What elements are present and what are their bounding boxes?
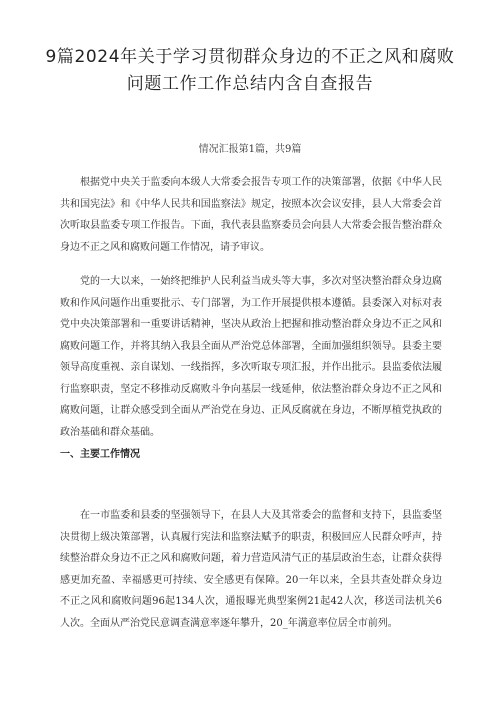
body-paragraph: 在一市监委和县委的坚强领导下，在县人大及其常委会的监督和支持下，县监委坚决贯彻上级决策部署，认真履行宪法和监察法赋予的职责，积极回应人民群众呼声，持续整治群众身边不正之风和腐败问题，着力营造风清气正的基层政治生态，让群众获得感更加充盈、幸福感更可持续、安全感更有保障。20一年以来，全县共查处群众身边不正之风和腐败问题96起134人次，通报曝光典型案例21起42人次，移送司法机关6人次。全面从严治党民意调查满意率逐年攀升，20_年满意率位居全市前列。 bbox=[60, 510, 442, 629]
body-paragraph: 根据党中央关于监委向本级人大常委会报告专项工作的决策部署，依据《中华人民共和国宪法》和《中华人民共和国监察法》规定，按照本次会议安排，县人大常委会首次听取县监委专项工作报告。下面，我代表县监察委员会向县人大常委会报告整治群众身边不正之风和腐败问题工作情况，请予审议。 bbox=[60, 177, 442, 253]
body-paragraph: 党的一大以来，一始终把维护人民利益当成头等大事，多次对坚决整治群众身边腐败和作风问题作出重要批示、专门部署，为工作开展提供根本遵循。县委深入对标对表党中央决策部署和一重要讲话精神，坚决从政治上把握和推动整治群众身边不正之风和腐败问题工作，并将其纳入我县全面从严治党总体部署，全面加强组织领导。县委主要领导高度重视、亲自谋划、一线指挥，多次听取专项汇报，并作出批示。县监委依法履行监察职责，坚定不移推动反腐败斗争向基层一线延伸，依法整治群众身边不正之风和腐败问题，让群众感受到全面从严治党在身边、正风反腐就在身边，不断厚植党执政的政治基础和群众基础。 bbox=[60, 276, 442, 438]
document-subtitle: 情况汇报第1篇，共9篇 bbox=[198, 144, 302, 155]
document-title: 9篇2024年关于学习贯彻群众身边的不正之风和腐败问题工作工作总结内含自查报告 bbox=[45, 47, 455, 94]
section-heading: 一、主要工作情况 bbox=[60, 449, 140, 460]
